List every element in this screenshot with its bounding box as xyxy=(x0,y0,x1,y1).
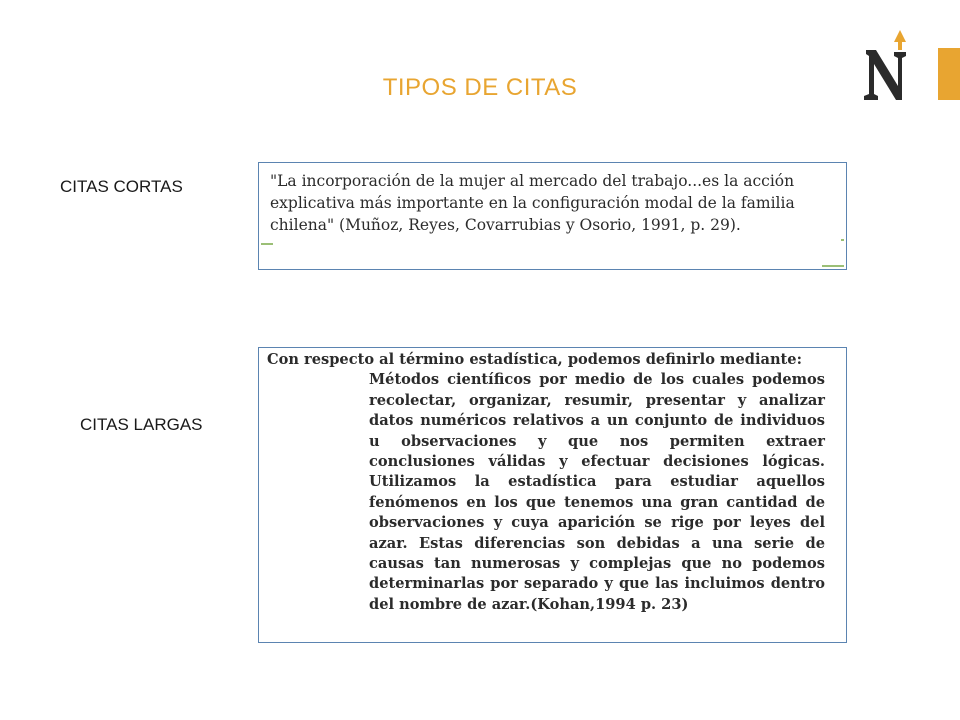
university-logo-icon xyxy=(860,28,916,104)
short-quote-box xyxy=(258,162,847,270)
long-quote-intro: Con respecto al término estadística, podemos definirlo mediante: xyxy=(267,351,802,368)
long-quote-block: Métodos científicos por medio de los cuales podemos recolectar, organizar, resumir, presentar y analizar datos numéricos relativos a un conjunto de individuos u observaciones y que nos permiten extraer conclusiones válidas y efectuar decisiones lógicas. Utilizamos la estadística para estudiar aquellos fenómenos en los que tenemos una gran cantidad de observaciones y cuya aparición se rige por leyes del azar. Estas diferencias son debidas a una serie de causas tan numerosas y complejas que no podemos determinarlas por separado y que las incluimos dentro del nombre de azar.(Kohan,1994 p. 23) xyxy=(369,371,825,613)
short-quote-text: "La incorporación de la mujer al mercado del trabajo...es la acción explicativa más importante en la configuración modal de la familia chilena" (Muñoz, Reyes, Covarrubias y Osorio, 1991, p. 29). xyxy=(270,172,795,234)
long-quote-label: CITAS LARGAS xyxy=(80,415,203,434)
short-quote-label: CITAS CORTAS xyxy=(60,177,183,196)
decorative-tick xyxy=(822,265,844,267)
decorative-tick xyxy=(841,239,844,241)
long-quote-box xyxy=(258,347,847,643)
decorative-tick xyxy=(261,243,273,245)
slide-title: TIPOS DE CITAS xyxy=(382,74,578,101)
accent-bar xyxy=(938,48,960,100)
